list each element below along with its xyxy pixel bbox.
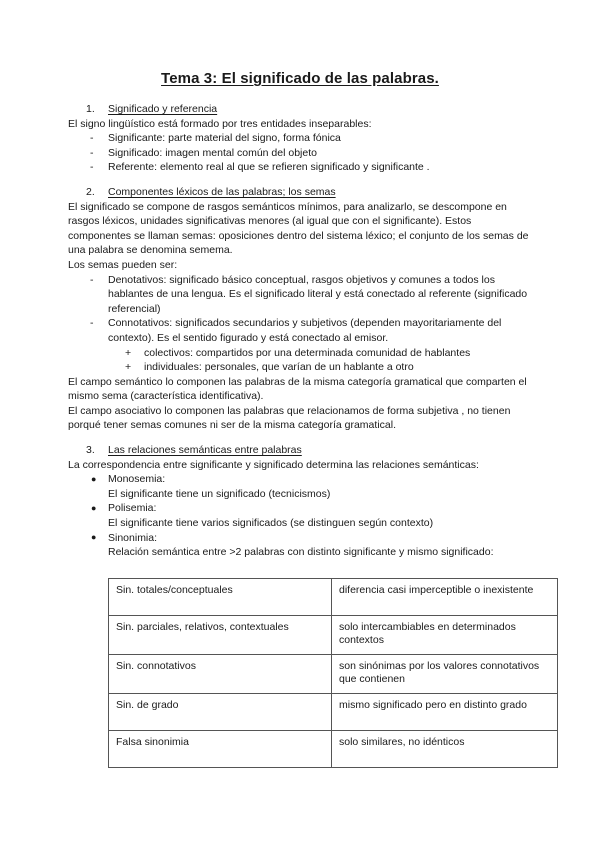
synonymy-table bbox=[108, 578, 558, 768]
spacer bbox=[68, 175, 532, 185]
list-item-term: Sinonimia: bbox=[108, 531, 158, 544]
document-body bbox=[0, 88, 600, 768]
table-cell-definition: diferencia casi imperceptible o inexistente bbox=[332, 578, 558, 615]
section-3-intro: La correspondencia entre significante y significado determina las relaciones semánticas: bbox=[68, 458, 479, 471]
list-item-text: individuales: personales, que varían de un hablante a otro bbox=[144, 361, 414, 374]
plus-marker: + bbox=[125, 346, 132, 359]
section-3-number: 3. bbox=[86, 444, 95, 457]
section-1-intro: El signo lingüístico está formado por tres entidades inseparables: bbox=[68, 117, 372, 130]
list-item bbox=[68, 531, 532, 560]
section-2-plus-list bbox=[68, 346, 532, 375]
list-item bbox=[68, 273, 532, 317]
table-cell-definition: solo intercambiables en determinados contextos bbox=[332, 615, 558, 654]
dash-marker: - bbox=[90, 317, 94, 330]
table-cell-definition: mismo significado pero en distinto grado bbox=[332, 693, 558, 730]
list-item bbox=[68, 501, 532, 530]
spacer bbox=[68, 433, 532, 443]
table-row bbox=[109, 654, 558, 693]
table-row bbox=[109, 693, 558, 730]
list-item bbox=[68, 346, 532, 361]
dash-marker: - bbox=[90, 273, 94, 286]
list-item-text: colectivos: compartidos por una determinada comunidad de hablantes bbox=[144, 346, 471, 359]
section-2-paragraph-2: Los semas pueden ser: bbox=[68, 258, 178, 271]
list-item-text: Significante: parte material del signo, forma fónica bbox=[108, 132, 341, 145]
section-2-heading bbox=[68, 185, 532, 200]
section-2-paragraph-3: El campo semántico lo componen las palabras de la misma categoría gramatical que comparten el mismo sema (característica identificativa). bbox=[68, 375, 527, 403]
spacer bbox=[68, 88, 532, 102]
list-item bbox=[68, 160, 532, 175]
table-cell-definition: solo similares, no idénticos bbox=[332, 730, 558, 767]
bullet-marker: ● bbox=[91, 502, 97, 513]
list-item-definition: El significante tiene un significado (tecnicismos) bbox=[108, 487, 331, 500]
page-title-text: Tema 3: El significado de las palabras. bbox=[161, 70, 439, 87]
table-cell-definition: son sinónimas por los valores connotativos que contienen bbox=[332, 654, 558, 693]
section-2-paragraph-4: El campo asociativo lo componen las palabras que relacionamos de forma subjetiva , no tienen porqué tener semas comunes ni ser de la misma categoría gramatical. bbox=[68, 404, 511, 432]
list-item-text: Significado: imagen mental común del objeto bbox=[108, 146, 317, 159]
section-1-dash-list bbox=[68, 131, 532, 175]
list-item-text: Denotativos: significado básico conceptual, rasgos objetivos y comunes a todos los hablantes de una lengua. Es el significado literal y está conectado al referente (significado referencial) bbox=[108, 273, 528, 315]
list-item-term: Monosemia: bbox=[108, 473, 166, 486]
list-item-definition: Relación semántica entre >2 palabras con distinto significante y mismo significado: bbox=[108, 546, 494, 559]
bullet-marker: ● bbox=[91, 532, 97, 543]
table-cell-term: Sin. totales/conceptuales bbox=[109, 578, 332, 615]
table-row bbox=[109, 615, 558, 654]
table-cell-term: Sin. connotativos bbox=[109, 654, 332, 693]
bullet-marker: ● bbox=[91, 473, 97, 484]
list-item-text: Connotativos: significados secundarios y subjetivos (dependen mayoritariamente del contexto). Es el sentido figurado y está conectado al emisor. bbox=[108, 317, 502, 344]
plus-marker: + bbox=[125, 361, 132, 374]
list-item bbox=[68, 131, 532, 146]
synonymy-table-body bbox=[109, 578, 558, 767]
table-row bbox=[109, 578, 558, 615]
section-2-paragraph-1: El significado se compone de rasgos semánticos mínimos, para analizarlo, se descompone en rasgos léxicos, unidades significativas menores (al igual que con el significante). Estos componentes se llaman semas: oposiciones dentro del sistema léxico; el conjunto de los semas de una palabra se denomina semema. bbox=[68, 200, 529, 257]
section-2-title: Componentes léxicos de las palabras; los semas bbox=[108, 185, 336, 198]
list-item-term: Polisemia: bbox=[108, 502, 157, 515]
page-title bbox=[0, 0, 600, 88]
section-2-dash-list bbox=[68, 273, 532, 346]
section-3-title: Las relaciones semánticas entre palabras bbox=[108, 444, 302, 457]
list-item-text: Referente: elemento real al que se refieren significado y significante . bbox=[108, 161, 430, 174]
list-item bbox=[68, 316, 532, 345]
list-item-definition: El significante tiene varios significados (se distinguen según contexto) bbox=[108, 517, 434, 530]
list-item bbox=[68, 360, 532, 375]
section-1-heading bbox=[68, 102, 532, 117]
section-2-number: 2. bbox=[86, 185, 95, 198]
table-cell-term: Falsa sinonimia bbox=[109, 730, 332, 767]
section-3-dot-list bbox=[68, 472, 532, 560]
dash-marker: - bbox=[90, 161, 94, 174]
section-1-title: Significado y referencia bbox=[108, 103, 218, 115]
table-row bbox=[109, 730, 558, 767]
list-item bbox=[68, 146, 532, 161]
table-cell-term: Sin. parciales, relativos, contextuales bbox=[109, 615, 332, 654]
list-item bbox=[68, 472, 532, 501]
section-3-heading bbox=[68, 443, 532, 458]
dash-marker: - bbox=[90, 132, 94, 145]
dash-marker: - bbox=[90, 146, 94, 159]
section-1-number: 1. bbox=[86, 103, 95, 115]
table-cell-term: Sin. de grado bbox=[109, 693, 332, 730]
